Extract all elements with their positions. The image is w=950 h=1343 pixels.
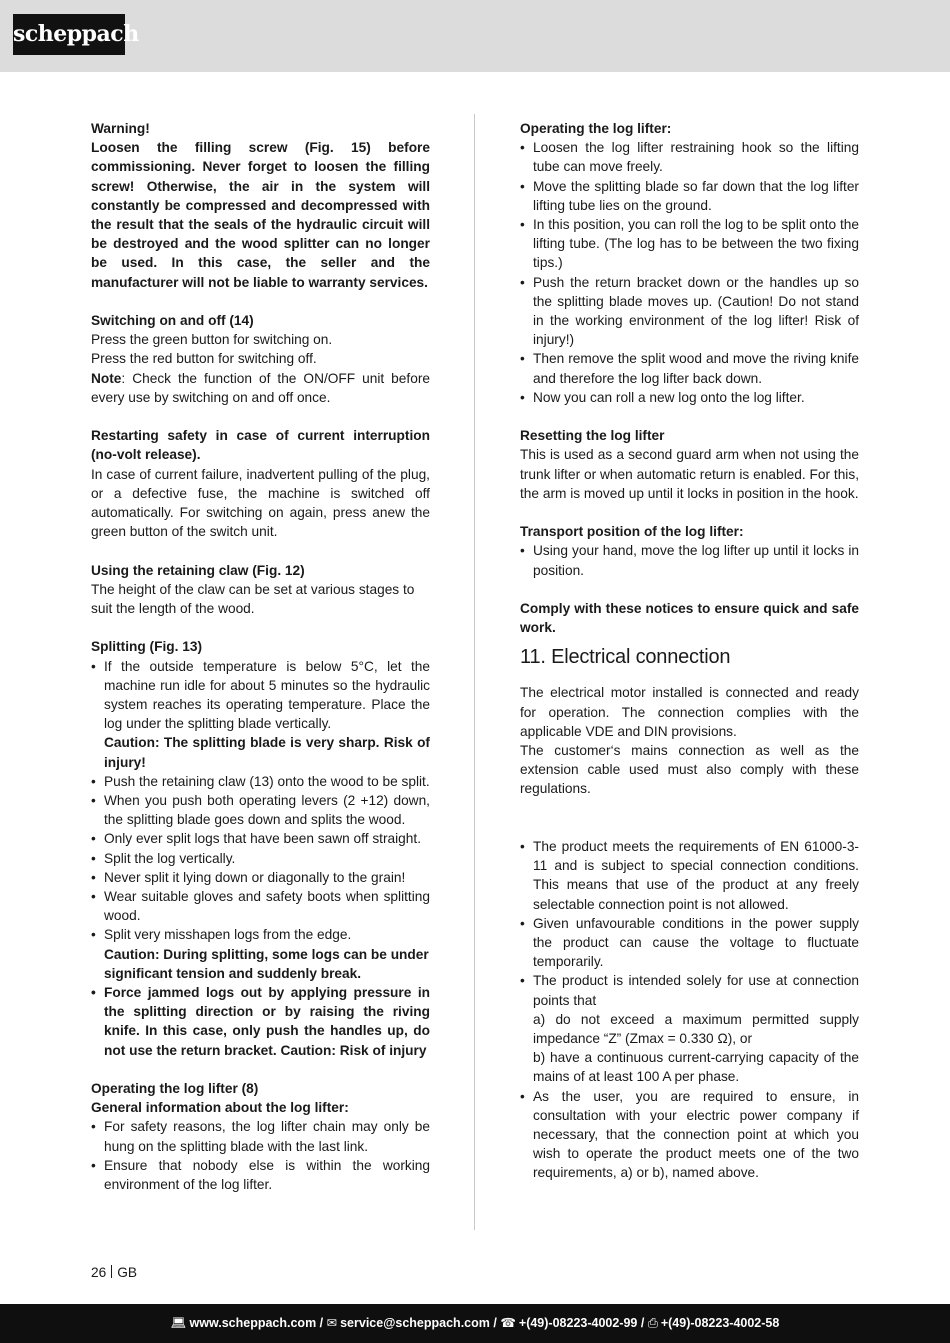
section-heading: 11. Electrical connection [520, 646, 731, 669]
list-item: • Using your hand, move the log lifter up until it locks in position. [520, 541, 859, 579]
electrical-paragraph-2: The customer‘s mains connection as well as the extension cable used must also comply with these regulations. [520, 743, 859, 797]
note-label: Note [91, 370, 122, 386]
list-item: • Never split it lying down or diagonally to the grain! [91, 868, 430, 887]
page-language: GB [117, 1265, 138, 1280]
transport-list [520, 541, 859, 579]
phone-icon: ☎︎ [500, 1316, 516, 1330]
list-item-subpoint: a) do not exceed a maximum permitted supply impedance “Z” (Zmax = 0.330 Ω), or [533, 1011, 859, 1047]
footer-website[interactable]: www.scheppach.com / [189, 1316, 324, 1330]
note-paragraph [91, 369, 430, 407]
list-item: • Then remove the split wood and move the riving knife and therefore the log lifter back down. [520, 349, 859, 387]
list-item [520, 971, 859, 1086]
caution-text: Caution: During splitting, some logs can be under significant tension and suddenly break. [104, 946, 429, 981]
page-number-separator [111, 1265, 112, 1278]
note-text: : Check the function of the ON/OFF unit before every use by switching on and off once. [91, 370, 430, 405]
footer-phone: +(49)-08223-4002-99 / [518, 1316, 645, 1330]
lifter-list [91, 1117, 430, 1194]
list-item: • The product meets the requirements of EN 61000-3-11 and is subject to special connection conditions. This means that use of the product at any freely selectable connection point is not allowed. [520, 837, 859, 914]
email-icon: ✉︎ [326, 1316, 338, 1330]
electrical-paragraph-1: The electrical motor installed is connected and ready for operation. The connection complies with the applicable VDE and DIN provisions. [520, 685, 859, 739]
page-number-value: 26 [91, 1265, 107, 1280]
list-item: • Force jammed logs out by applying pressure in the splitting direction or by raising the riving knife. In this case, only push the handles up, do not use the return bracket. Caution: Risk of injury [91, 983, 430, 1060]
list-item: • Ensure that nobody else is within the working environment of the log lifter. [91, 1156, 430, 1194]
list-item-text: If the outside temperature is below 5°C, let the machine run idle for about 5 minutes so the hydraulic system reaches its operating temperature. Place the log under the splitting blade vertically. [104, 658, 430, 732]
splitting-title: Splitting (Fig. 13) [91, 639, 203, 655]
column-divider [474, 114, 475, 1230]
switching-title: Switching on and off (14) [91, 313, 254, 329]
list-item: • Now you can roll a new log onto the log lifter. [520, 388, 859, 407]
splitting-list [91, 657, 430, 1060]
restart-title: Restarting safety in case of current interruption (no-volt release). [91, 428, 430, 463]
fax-icon: ⎙︎ [647, 1316, 658, 1330]
list-item: • Wear suitable gloves and safety boots when splitting wood. [91, 887, 430, 925]
list-item: • Move the splitting blade so far down that the log lifter lifting tube lies on the ground. [520, 177, 859, 215]
warning-text: Loosen the filling screw (Fig. 15) before commissioning. Never forget to loosen the filling screw! Otherwise, the air in the system will constantly be compressed and decompressed with the result that the seals of the hydraulic circuit will be destroyed and the wood splitter can no longer be used. In this case, the seller and the manufacturer will not be liable to warranty services. [91, 140, 430, 290]
left-column [91, 119, 430, 1194]
list-item [91, 925, 430, 983]
warning-title: Warning! [91, 121, 150, 136]
claw-title: Using the retaining claw (Fig. 12) [91, 562, 305, 578]
right-column [520, 119, 859, 1183]
resetting-text: This is used as a second guard arm when not using the trunk lifter or when automatic return is enabled. For this, the arm is moved up until it locks in position in the hook. [520, 447, 859, 501]
list-item: • Loosen the log lifter restraining hook so the lifting tube can move freely. [520, 138, 859, 176]
list-item: • For safety reasons, the log lifter chain may only be hung on the splitting blade with the last link. [91, 1117, 430, 1155]
caution-text: Caution: The splitting blade is very sharp. Risk of injury! [104, 735, 430, 770]
list-item: • Given unfavourable conditions in the power supply the product can cause the voltage to fluctuate temporarily. [520, 914, 859, 972]
list-item: • As the user, you are required to ensure, in consultation with your electric power company if necessary, that the connection point at which you wish to operate the product meets one of the two requirements, a) or b), named above. [520, 1087, 859, 1183]
footer-fax: +(49)-08223-4002-58 [660, 1316, 780, 1330]
restart-text: In case of current failure, inadvertent pulling of the plug, or a defective fuse, the machine is switched off automatically. For switching on again, press anew the green button of the switch unit. [91, 466, 430, 540]
page-header [0, 0, 950, 72]
list-item: • Push the retaining claw (13) onto the wood to be split. [91, 772, 430, 791]
list-item: • Push the return bracket down or the handles up so the splitting blade moves up. (Caution! Do not stand in the working environment of the log lifter! Risk of injury!) [520, 273, 859, 350]
list-item: • Only ever split logs that have been sawn off straight. [91, 829, 430, 848]
comply-notice: Comply with these notices to ensure quick and safe work. [520, 601, 859, 636]
list-item [91, 657, 430, 772]
operating-list [520, 138, 859, 407]
computer-icon: 💻︎ [170, 1316, 187, 1330]
lifter-title: Operating the log lifter (8) [91, 1081, 259, 1097]
switching-line-2: Press the red button for switching off. [91, 351, 317, 367]
switching-line-1: Press the green button for switching on. [91, 332, 333, 348]
operating-title: Operating the log lifter: [520, 121, 672, 136]
electrical-list [520, 837, 859, 1183]
list-item: • In this position, you can roll the log to be split onto the lifting tube. (The log has to be between the two fixing tips.) [520, 215, 859, 273]
list-item-subpoint: b) have a continuous current-carrying capacity of the mains of at least 100 A per phase. [533, 1050, 859, 1085]
claw-text: The height of the claw can be set at various stages to suit the length of the wood. [91, 581, 415, 617]
list-item: • Split the log vertically. [91, 849, 430, 868]
page-number [91, 1265, 137, 1280]
list-item-text: The product is intended solely for use at connection points that [533, 973, 859, 1008]
page-footer [0, 1304, 950, 1343]
resetting-title: Resetting the log lifter [520, 428, 665, 444]
transport-title: Transport position of the log lifter: [520, 524, 744, 540]
footer-email[interactable]: service@scheppach.com / [340, 1316, 497, 1330]
list-item-text: Split very misshapen logs from the edge. [104, 927, 352, 943]
lifter-subtitle: General information about the log lifter: [91, 1100, 349, 1116]
scheppach-logo: scheppach [13, 14, 125, 55]
list-item: • When you push both operating levers (2 +12) down, the splitting blade goes down and splits the wood. [91, 791, 430, 829]
